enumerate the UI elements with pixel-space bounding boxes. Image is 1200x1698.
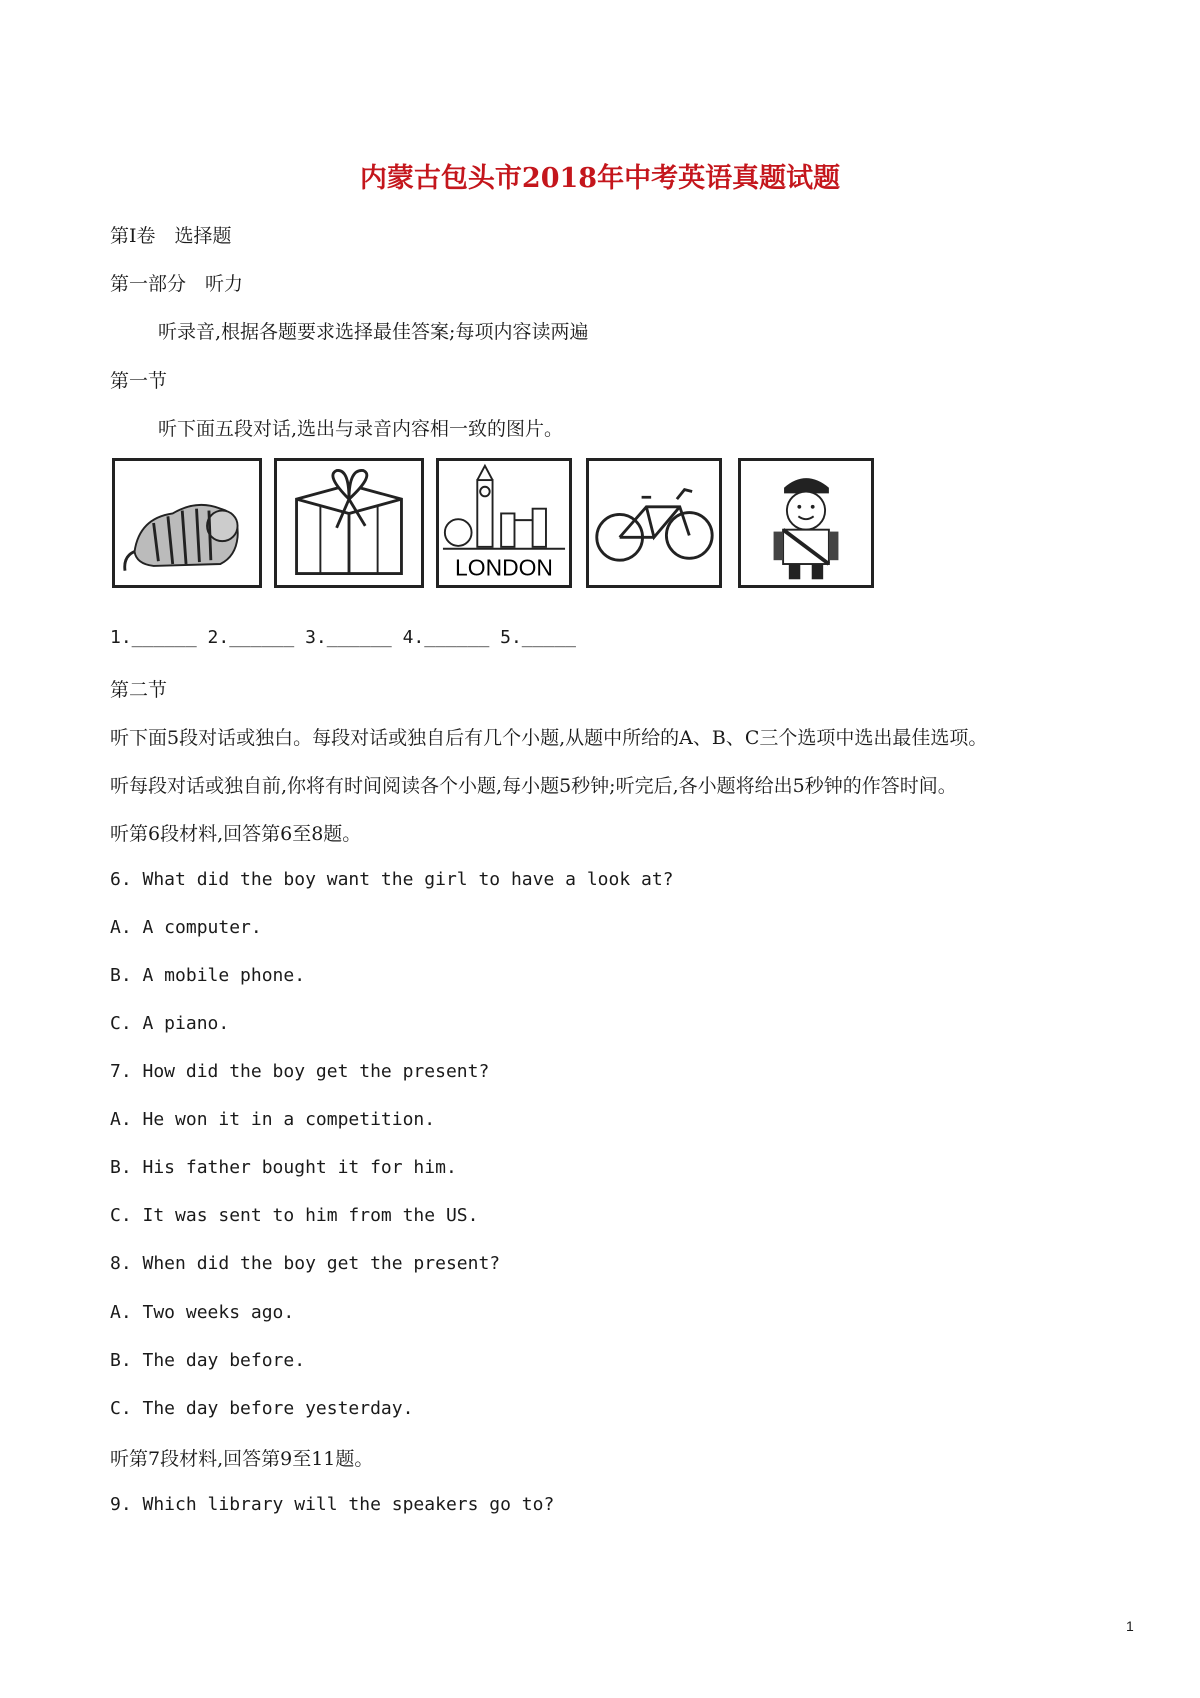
option-6c: C. A piano. [110,1013,230,1034]
section-heading: 第Ⅰ卷 选择题 [110,225,232,247]
section-one-instruction: 听下面五段对话,选出与录音内容相一致的图片。 [158,418,564,440]
section-two-instruction: 听每段对话或独自前,你将有时间阅读各个小题,每小题5秒钟;听完后,各小题将给出5秒钟的作答时间。 [110,775,957,797]
part-heading: 第一部分 听力 [110,273,244,295]
gift-box-icon [274,458,424,588]
material-heading: 听第6段材料,回答第6至8题。 [110,823,362,845]
section-two-instruction: 听下面5段对话或独白。每段对话或独自后有几个小题,从题中所给的A、B、C三个选项中选出最佳选项。 [110,727,988,749]
option-6a: A. A computer. [110,917,262,938]
material-heading: 听第7段材料,回答第9至11题。 [110,1448,374,1470]
question-6: 6. What did the boy want the girl to have a look at? [110,869,674,890]
picture-row [112,458,892,594]
answer-blanks: 1.______ 2.______ 3.______ 4.______ 5._____ [110,627,576,648]
tiger-icon [112,458,262,588]
option-6b: B. A mobile phone. [110,965,306,986]
london-caption: LONDON [455,554,553,581]
option-7c: C. It was sent to him from the US. [110,1205,479,1226]
question-8: 8. When did the boy get the present? [110,1253,501,1274]
page-title: 内蒙古包头市2018年中考英语真题试题 [359,163,841,194]
option-7b: B. His father bought it for him. [110,1157,457,1178]
option-8a: A. Two weeks ago. [110,1302,295,1323]
soldier-icon [738,458,874,588]
section-one-heading: 第一节 [110,370,168,392]
section-two-heading: 第二节 [110,679,168,701]
option-7a: A. He won it in a competition. [110,1109,436,1130]
bicycle-icon [586,458,722,588]
part-instruction: 听录音,根据各题要求选择最佳答案;每项内容读两遍 [158,321,589,343]
page-number: 1 [1126,1618,1134,1634]
option-8c: C. The day before yesterday. [110,1398,414,1419]
option-8b: B. The day before. [110,1350,306,1371]
london-icon [436,458,572,588]
question-7: 7. How did the boy get the present? [110,1061,490,1082]
question-9: 9. Which library will the speakers go to? [110,1494,555,1515]
